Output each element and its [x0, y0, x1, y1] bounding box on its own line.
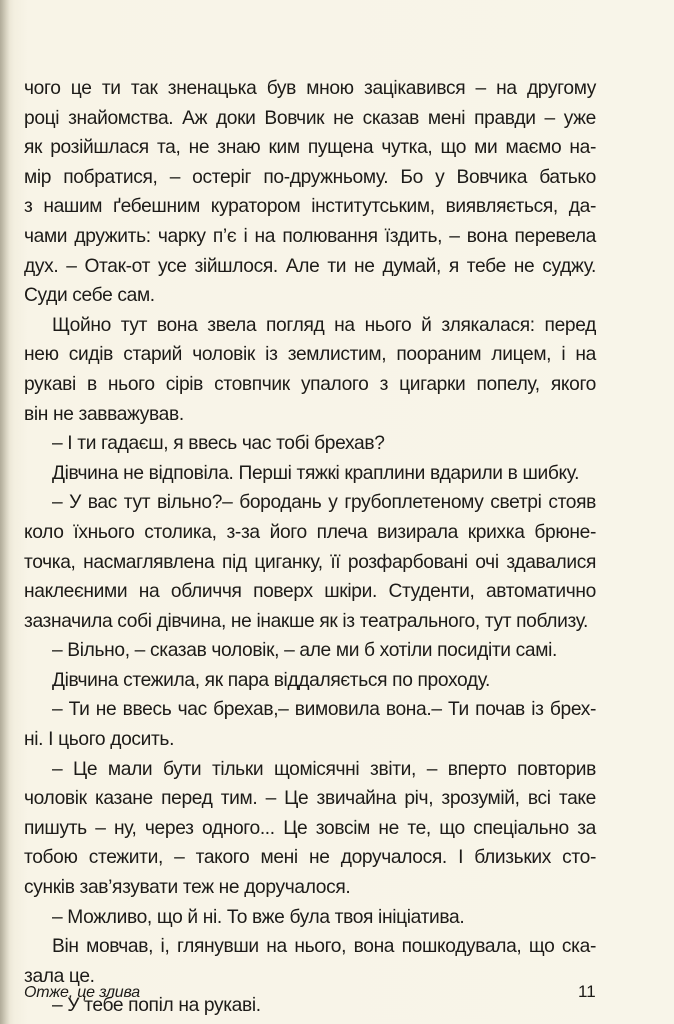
text-line: – У тебе попіл на рукаві. — [52, 995, 261, 1017]
text-line: Він мовчав, і, глянувши на нього, вона пошкодувала, що ска- — [52, 936, 596, 958]
text-line: – Ти не ввесь час брехав,– вимовила вона.– Ти почав із брех- — [52, 699, 596, 721]
text-line: тобою стежити, – такого мені не доручалося. І близьких сто- — [24, 847, 596, 869]
text-line: Дівчина стежила, як пара віддаляється по проходу. — [52, 669, 491, 691]
text-line: дух. – Отак-от усе зійшлося. Але ти не думай, я тебе не суджу. — [24, 255, 596, 277]
text-line: році знайомства. Аж доки Вовчик не сказав мені правди – уже — [24, 107, 596, 129]
text-line: мір побратися, – остеріг по-дружньому. Бо у Вовчика батько — [24, 166, 596, 188]
gutter-shadow — [0, 0, 10, 1024]
text-line: з нашим ґебешним куратором інститутським, виявляється, да- — [24, 196, 596, 218]
text-line: сунків зав’язувати теж не доручалося. — [24, 877, 351, 899]
text-line: пишуть – ну, через одного... Це зовсім не те, що спеціально за — [24, 817, 596, 839]
text-line: зазначила собі дівчина, не інакше як із театрального, тут поблизу. — [24, 610, 589, 632]
text-line: точка, насмаглявлена під циганку, її розфарбовані очі здавалися — [24, 551, 596, 573]
text-line: – Можливо, що й ні. То вже була твоя ініціатива. — [52, 906, 465, 928]
text-line: коло їхнього столика, з-за його плеча визирала крихка брюне- — [24, 521, 596, 543]
body-text — [24, 74, 596, 1021]
text-line: рукаві в нього сірів стовпчик упалого з цигарки попелу, якого — [24, 373, 596, 395]
text-line: – У вас тут вільно?– бородань у грубоплетеному светрі стояв — [52, 492, 596, 514]
text-line: наклеєними на обличчя поверх шкіри. Студенти, автоматично — [24, 581, 596, 603]
text-line: чами дружить: чарку п’є і на полювання їздить, – вона перевела — [24, 225, 596, 247]
text-line: як розійшлася та, не знаю ким пущена чутка, що ми маємо на- — [24, 137, 596, 159]
text-line: зала це. — [24, 965, 95, 987]
text-line: нею сидів старий чоловік із землистим, пooраним лицем, і на — [24, 344, 596, 366]
text-line: Щойно тут вона звела погляд на нього й злякалася: перед — [52, 314, 596, 336]
text-line: – Це мали бути тільки щомісячні звіти, – вперто повторив — [52, 758, 596, 780]
page-number: 11 — [578, 982, 596, 1001]
text-line: чого це ти так зненацька був мною зацікавився – на другому — [24, 78, 596, 99]
text-line: Суди себе сам. — [24, 285, 155, 307]
text-line: – Вільно, – сказав чоловік, – але ми б хотіли посидіти самі. — [52, 640, 557, 662]
text-line: ні. І цього досить. — [24, 729, 175, 751]
text-line: він не завважував. — [24, 403, 184, 425]
running-title: Отже, це злива — [24, 984, 140, 1001]
text-line: чоловік казане перед тим. – Це звичайна річ, зрозумій, всі таке — [24, 788, 596, 810]
text-line: – І ти гадаєш, я ввесь час тобі брехав? — [52, 433, 385, 455]
text-line: Дівчина не відповіла. Перші тяжкі краплини вдарили в шибку. — [52, 462, 580, 484]
